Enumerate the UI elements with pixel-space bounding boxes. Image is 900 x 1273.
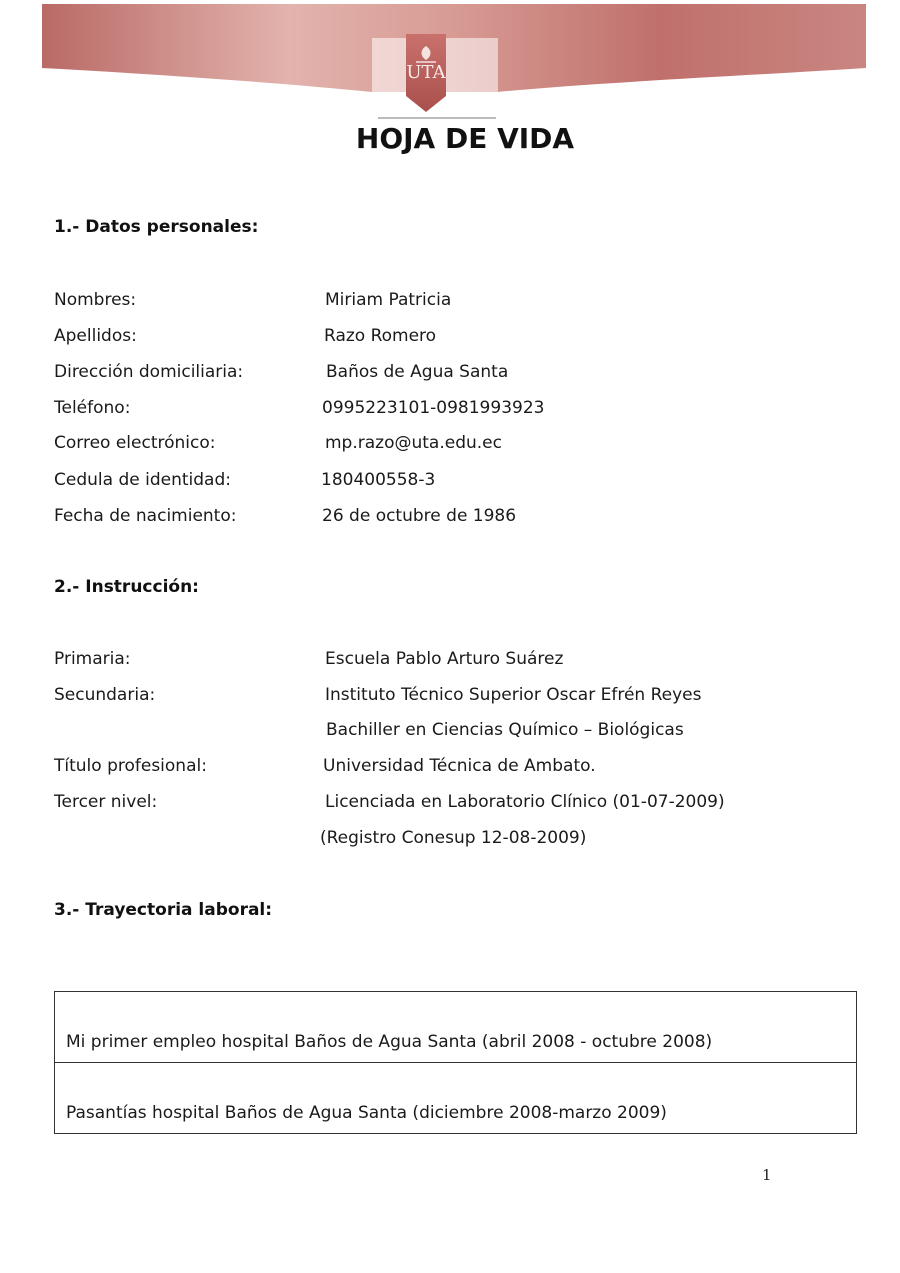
label-apellidos: Apellidos: [54,326,137,346]
job-entry: Mi primer empleo hospital Baños de Agua Santa (abril 2008 - octubre 2008) [66,1032,713,1052]
value-primaria: Escuela Pablo Arturo Suárez [325,649,564,669]
job-entry: Pasantías hospital Baños de Agua Santa (diciembre 2008-marzo 2009) [66,1103,667,1123]
label-nombres: Nombres: [54,290,137,310]
value-registro-conesup: (Registro Conesup 12-08-2009) [320,828,587,848]
value-nombres: Miriam Patricia [325,290,452,310]
label-cedula: Cedula de identidad: [54,470,231,490]
value-telefono: 0995223101-0981993923 [322,398,545,418]
label-telefono: Teléfono: [54,398,131,418]
value-secundaria: Instituto Técnico Superior Oscar Efrén Reyes [325,685,702,705]
table-cell [55,992,857,1063]
section-heading-personal: 1.- Datos personales: [54,217,259,237]
label-primaria: Primaria: [54,649,131,669]
value-titulo-profesional: Universidad Técnica de Ambato. [323,756,596,776]
table-cell [55,1063,857,1134]
uta-logo-text: UTA [406,62,446,83]
value-tercer-nivel: Licenciada en Laboratorio Clínico (01-07-2009) [325,792,725,812]
value-direccion: Baños de Agua Santa [326,362,509,382]
value-cedula: 180400558-3 [321,470,436,490]
label-correo: Correo electrónico: [54,433,216,453]
label-tercer-nivel: Tercer nivel: [54,792,158,812]
label-fecha-nacimiento: Fecha de nacimiento: [54,506,237,526]
header-banner [42,4,866,124]
value-correo: mp.razo@uta.edu.ec [325,433,502,453]
value-secundaria-bachiller: Bachiller en Ciencias Químico – Biológicas [326,720,684,740]
section-heading-work: 3.- Trayectoria laboral: [54,900,273,920]
page-title: HOJA DE VIDA [355,122,575,155]
label-secundaria: Secundaria: [54,685,156,705]
work-history-table [54,991,857,1134]
table-row [55,1063,857,1134]
value-apellidos: Razo Romero [324,326,437,346]
page-number: 1 [762,1166,772,1184]
label-direccion: Dirección domiciliaria: [54,362,244,382]
banner-graphic [42,4,866,124]
label-titulo-profesional: Título profesional: [54,756,207,776]
table-row [55,992,857,1063]
section-heading-education: 2.- Instrucción: [54,577,199,597]
value-fecha-nacimiento: 26 de octubre de 1986 [322,506,517,526]
